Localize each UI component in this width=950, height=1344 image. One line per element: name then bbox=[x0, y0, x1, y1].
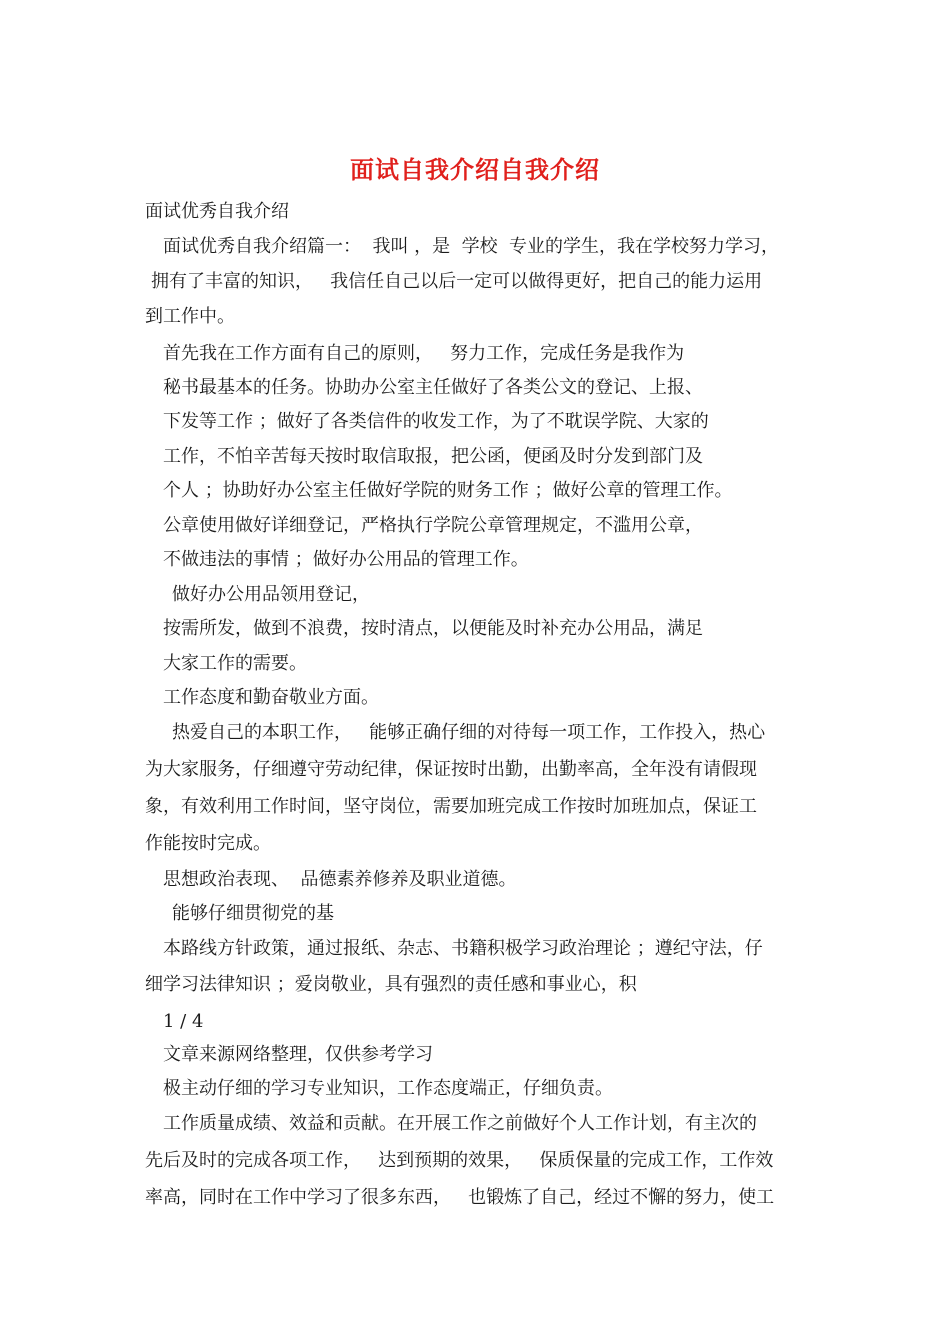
text-line: 工作态度和勤奋敬业方面。 bbox=[163, 687, 379, 708]
text-line: 下发等工作 ；做好了各类信件的收发工作，为了不耽误学院、大家的 bbox=[163, 411, 709, 432]
text-line: 率高，同时在工作中学习了很多东西， 也锻炼了自己，经过不懈的努力，使工 bbox=[145, 1187, 775, 1208]
text-line: 工作，不怕辛苦每天按时取信取报，把公函，便函及时分发到部门及 bbox=[163, 446, 703, 467]
text-line: 极主动仔细的学习专业知识，工作态度端正，仔细负责。 bbox=[163, 1078, 613, 1099]
text-line: 工作质量成绩、效益和贡献。在开展工作之前做好个人工作计划，有主次的 bbox=[163, 1113, 757, 1134]
text-line: 首先我在工作方面有自己的原则， 努力工作，完成任务是我作为 bbox=[163, 343, 685, 364]
text-line: 拥有了丰富的知识， 我信任自己以后一定可以做得更好，把自己的能力运用 bbox=[151, 271, 763, 292]
text-line: 到工作中。 bbox=[145, 306, 235, 327]
text-line: 先后及时的完成各项工作， 达到预期的效果， 保质保量的完成工作，工作效 bbox=[145, 1150, 774, 1171]
text-line: 公章使用做好详细登记，严格执行学院公章管理规定，不滥用公章， bbox=[163, 515, 703, 536]
text-line: 本路线方针政策，通过报纸、杂志、书籍积极学习政治理论 ；遵纪守法，仔 bbox=[163, 938, 763, 959]
text-line: 思想政治表现、 品德素养修养及职业道德。 bbox=[163, 869, 517, 890]
document-title: 面试自我介绍自我介绍 bbox=[350, 156, 600, 184]
text-line: 能够仔细贯彻党的基 bbox=[172, 903, 334, 924]
text-line: 按需所发，做到不浪费，按时清点，以便能及时补充办公用品，满足 bbox=[163, 618, 703, 639]
text-line: 个人 ；协助好办公室主任做好学院的财务工作 ；做好公章的管理工作。 bbox=[163, 480, 733, 501]
text-line: 为大家服务，仔细遵守劳动纪律，保证按时出勤，出勤率高，全年没有请假现 bbox=[145, 759, 757, 780]
text-line: 做好办公用品领用登记， bbox=[172, 584, 370, 605]
text-line: 作能按时完成。 bbox=[145, 833, 271, 854]
text-line: 秘书最基本的任务。协助办公室主任做好了各类公文的登记、上报、 bbox=[163, 377, 703, 398]
text-line: 不做违法的事情 ；做好办公用品的管理工作。 bbox=[163, 549, 529, 570]
text-line: 热爱自己的本职工作， 能够正确仔细的对待每一项工作，工作投入，热心 bbox=[172, 722, 766, 743]
text-line: 细学习法律知识 ；爱岗敬业，具有强烈的责任感和事业心，积 bbox=[145, 974, 637, 995]
source-note: 文章来源网络整理，仅供参考学习 bbox=[163, 1044, 433, 1065]
page-number: 1 / 4 bbox=[163, 1011, 204, 1032]
text-line: 象，有效利用工作时间，坚守岗位，需要加班完成工作按时加班加点，保证工 bbox=[145, 796, 757, 817]
text-line: 面试优秀自我介绍 bbox=[145, 201, 289, 222]
text-line: 面试优秀自我介绍篇一： 我叫 ，是 学校 专业的学生，我在学校努力学习， bbox=[163, 236, 780, 257]
text-line: 大家工作的需要。 bbox=[163, 653, 307, 674]
